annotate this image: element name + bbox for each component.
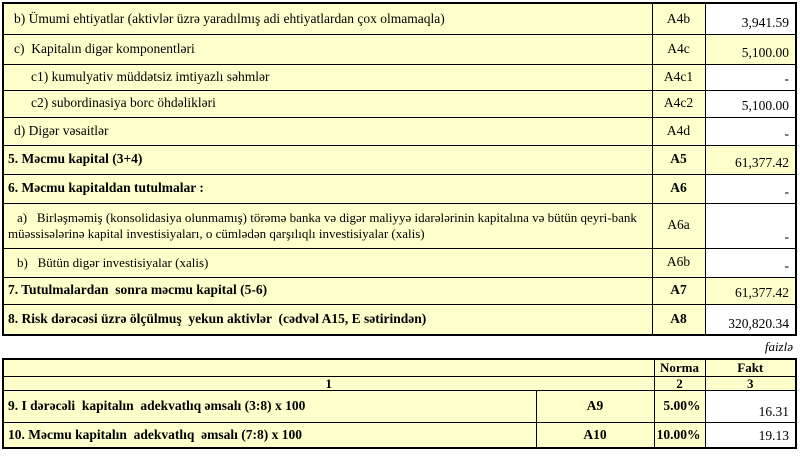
row-label: 10. Məcmu kapitalın adekvatlıq əmsalı (7:8) x 100 — [3, 423, 536, 448]
table-row — [3, 277, 796, 304]
row-code: A4d — [652, 117, 705, 145]
row-code: A7 — [652, 277, 705, 304]
ratio-table — [2, 358, 797, 449]
colnum-2: 2 — [654, 376, 705, 391]
colnum-3: 3 — [705, 376, 796, 391]
table-row — [3, 34, 796, 64]
row-label: c1) kumulyativ müddətsiz imtiyazlı səhmlər — [3, 64, 652, 90]
table-row — [3, 64, 796, 90]
row-value: - — [705, 64, 796, 90]
row-label: 8. Risk dərəcəsi üzrə ölçülmuş yekun aktivlər (cədvəl A15, E sətirindən) — [3, 304, 652, 335]
table-row — [3, 203, 796, 248]
row-label: a) Birləşməmiş (konsolidasiya olunmamış) törəmə banka və digər maliyyə idarələrinin kapitalına və bütün qeyri-bank müəssisələrinə kapital investisiyaları, o cümlədən qarşılıqlı investisiyalar (xalis) — [3, 203, 652, 248]
row-label: c2) subordinasiya borc öhdəlikləri — [3, 90, 652, 117]
table-row — [3, 145, 796, 174]
row-label: b) Bütün digər investisiyalar (xalis) — [3, 248, 652, 277]
row-code: A6a — [652, 203, 705, 248]
ratio-row — [3, 423, 796, 448]
row-value: - — [705, 117, 796, 145]
row-label: c) Kapitalın digər komponentləri — [3, 34, 652, 64]
row-fakt: 16.31 — [705, 391, 796, 423]
row-value: - — [705, 203, 796, 248]
row-label: b) Ümumi ehtiyatlar (aktivlər üzrə yaradılmış adi ehtiyatlardan çox olmamaqla) — [3, 3, 652, 34]
table-row — [3, 90, 796, 117]
row-code: A6b — [652, 248, 705, 277]
row-label: 7. Tutulmalardan sonra məcmu kapital (5-6) — [3, 277, 652, 304]
unit-note: faizlə — [764, 339, 793, 354]
row-code: A4c2 — [652, 90, 705, 117]
table-row — [3, 3, 796, 34]
row-code: A10 — [536, 423, 654, 448]
table-row — [3, 174, 796, 203]
row-label: 5. Məcmu kapital (3+4) — [3, 145, 652, 174]
header-norma: Norma — [654, 359, 705, 376]
row-value: 320,820.34 — [705, 304, 796, 335]
row-code: A4c1 — [652, 64, 705, 90]
row-label: d) Digər vəsaitlər — [3, 117, 652, 145]
row-norma: 5.00% — [654, 391, 705, 423]
row-label: 9. I dərəcəli kapitalın adekvatlıq əmsalı (3:8) x 100 — [3, 391, 536, 423]
table-row — [3, 248, 796, 277]
row-code: A8 — [652, 304, 705, 335]
ratio-row — [3, 391, 796, 423]
header-fakt: Fakt — [705, 359, 796, 376]
capital-table — [2, 2, 797, 336]
table-row — [3, 304, 796, 335]
row-code: A9 — [536, 391, 654, 423]
row-norma: 10.00% — [654, 423, 705, 448]
row-label: 6. Məcmu kapitaldan tutulmalar : — [3, 174, 652, 203]
table-row — [3, 117, 796, 145]
row-fakt: 19.13 — [705, 423, 796, 448]
row-code: A4b — [652, 3, 705, 34]
ratio-header-row — [3, 359, 796, 376]
ratio-colnum-row — [3, 376, 796, 391]
colnum-1: 1 — [3, 376, 654, 391]
row-value: 61,377.42 — [705, 277, 796, 304]
header-empty-cell — [3, 359, 654, 376]
row-value: 61,377.42 — [705, 145, 796, 174]
row-value: 5,100.00 — [705, 90, 796, 117]
row-value: 3,941.59 — [705, 3, 796, 34]
row-value: 5,100.00 — [705, 34, 796, 64]
row-code: A4c — [652, 34, 705, 64]
row-value: - — [705, 174, 796, 203]
row-code: A5 — [652, 145, 705, 174]
row-value: - — [705, 248, 796, 277]
row-code: A6 — [652, 174, 705, 203]
